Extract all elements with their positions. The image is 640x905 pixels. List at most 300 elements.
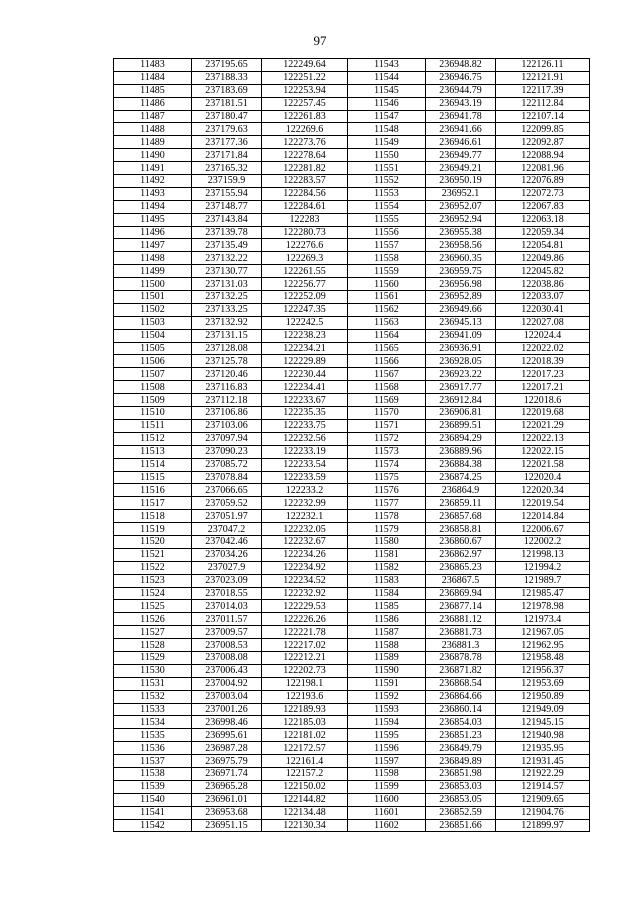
y-coordinate-left-cell: 122233.75: [262, 419, 348, 432]
point-number-right-cell: 11570: [348, 407, 426, 420]
y-coordinate-right-cell: 122081.96: [496, 162, 590, 175]
table-row: [114, 755, 590, 768]
y-coordinate-right-cell: 122072.73: [496, 187, 590, 200]
point-number-right-cell: 11562: [348, 303, 426, 316]
table-row: [114, 187, 590, 200]
x-coordinate-left-cell: 237078.84: [192, 471, 262, 484]
x-coordinate-right-cell: 236884.38: [426, 458, 496, 471]
y-coordinate-right-cell: 122020.4: [496, 471, 590, 484]
point-number-left-cell: 11525: [114, 600, 192, 613]
x-coordinate-left-cell: 237171.84: [192, 149, 262, 162]
x-coordinate-left-cell: 237023.09: [192, 574, 262, 587]
point-number-left-cell: 11488: [114, 123, 192, 136]
point-number-left-cell: 11538: [114, 767, 192, 780]
y-coordinate-right-cell: 122018.39: [496, 355, 590, 368]
point-number-right-cell: 11585: [348, 600, 426, 613]
point-number-right-cell: 11582: [348, 561, 426, 574]
x-coordinate-left-cell: 237135.49: [192, 239, 262, 252]
y-coordinate-left-cell: 122226.26: [262, 613, 348, 626]
table-row: [114, 407, 590, 420]
x-coordinate-right-cell: 236948.82: [426, 59, 496, 72]
x-coordinate-right-cell: 236958.56: [426, 239, 496, 252]
x-coordinate-left-cell: 237132.25: [192, 291, 262, 304]
point-number-left-cell: 11527: [114, 626, 192, 639]
y-coordinate-right-cell: 121958.48: [496, 651, 590, 664]
table-row: [114, 368, 590, 381]
table-row: [114, 458, 590, 471]
x-coordinate-right-cell: 236899.51: [426, 419, 496, 432]
y-coordinate-left-cell: 122261.83: [262, 110, 348, 123]
point-number-right-cell: 11587: [348, 626, 426, 639]
point-number-right-cell: 11571: [348, 419, 426, 432]
point-number-right-cell: 11564: [348, 329, 426, 342]
point-number-right-cell: 11601: [348, 806, 426, 819]
x-coordinate-left-cell: 237009.57: [192, 626, 262, 639]
y-coordinate-right-cell: 121935.95: [496, 742, 590, 755]
point-number-left-cell: 11530: [114, 664, 192, 677]
y-coordinate-right-cell: 121967.05: [496, 626, 590, 639]
point-number-right-cell: 11581: [348, 548, 426, 561]
y-coordinate-left-cell: 122229.53: [262, 600, 348, 613]
coordinates-table: [113, 58, 590, 832]
x-coordinate-right-cell: 236894.29: [426, 432, 496, 445]
x-coordinate-left-cell: 237132.92: [192, 316, 262, 329]
table-row: [114, 484, 590, 497]
x-coordinate-left-cell: 237008.08: [192, 651, 262, 664]
x-coordinate-left-cell: 237128.08: [192, 342, 262, 355]
x-coordinate-right-cell: 236860.14: [426, 703, 496, 716]
x-coordinate-left-cell: 236995.61: [192, 729, 262, 742]
y-coordinate-right-cell: 122112.84: [496, 97, 590, 110]
x-coordinate-right-cell: 236944.79: [426, 84, 496, 97]
y-coordinate-right-cell: 122030.41: [496, 303, 590, 316]
y-coordinate-left-cell: 122283.57: [262, 175, 348, 188]
x-coordinate-right-cell: 236869.94: [426, 587, 496, 600]
y-coordinate-left-cell: 122134.48: [262, 806, 348, 819]
y-coordinate-right-cell: 121922.29: [496, 767, 590, 780]
x-coordinate-right-cell: 236949.66: [426, 303, 496, 316]
x-coordinate-right-cell: 236956.98: [426, 278, 496, 291]
x-coordinate-left-cell: 237006.43: [192, 664, 262, 677]
table-row: [114, 626, 590, 639]
table-row: [114, 535, 590, 548]
x-coordinate-left-cell: 237188.33: [192, 71, 262, 84]
x-coordinate-left-cell: 237165.32: [192, 162, 262, 175]
point-number-left-cell: 11542: [114, 819, 192, 832]
x-coordinate-right-cell: 236853.05: [426, 793, 496, 806]
point-number-left-cell: 11537: [114, 755, 192, 768]
x-coordinate-left-cell: 237159.9: [192, 175, 262, 188]
y-coordinate-left-cell: 122234.41: [262, 381, 348, 394]
y-coordinate-left-cell: 122278.64: [262, 149, 348, 162]
table-row: [114, 252, 590, 265]
y-coordinate-left-cell: 122283: [262, 213, 348, 226]
point-number-right-cell: 11557: [348, 239, 426, 252]
y-coordinate-right-cell: 122117.39: [496, 84, 590, 97]
y-coordinate-right-cell: 122014.84: [496, 510, 590, 523]
x-coordinate-right-cell: 236949.77: [426, 149, 496, 162]
table-row: [114, 664, 590, 677]
page-number: 97: [313, 33, 327, 48]
table-row: [114, 355, 590, 368]
y-coordinate-left-cell: 122232.05: [262, 523, 348, 536]
x-coordinate-right-cell: 236877.14: [426, 600, 496, 613]
point-number-right-cell: 11556: [348, 226, 426, 239]
x-coordinate-right-cell: 236941.09: [426, 329, 496, 342]
y-coordinate-right-cell: 122092.87: [496, 136, 590, 149]
table-row: [114, 651, 590, 664]
table-row: [114, 523, 590, 536]
y-coordinate-left-cell: 122233.2: [262, 484, 348, 497]
table-row: [114, 226, 590, 239]
y-coordinate-right-cell: 122088.94: [496, 149, 590, 162]
table-row: [114, 265, 590, 278]
y-coordinate-left-cell: 122234.26: [262, 548, 348, 561]
x-coordinate-right-cell: 236945.13: [426, 316, 496, 329]
point-number-right-cell: 11560: [348, 278, 426, 291]
y-coordinate-left-cell: 122249.64: [262, 59, 348, 72]
point-number-left-cell: 11507: [114, 368, 192, 381]
x-coordinate-left-cell: 237014.03: [192, 600, 262, 613]
x-coordinate-left-cell: 237180.47: [192, 110, 262, 123]
y-coordinate-left-cell: 122284.61: [262, 200, 348, 213]
table-row: [114, 574, 590, 587]
y-coordinate-left-cell: 122229.89: [262, 355, 348, 368]
y-coordinate-right-cell: 122033.07: [496, 291, 590, 304]
x-coordinate-left-cell: 237183.69: [192, 84, 262, 97]
point-number-right-cell: 11596: [348, 742, 426, 755]
point-number-right-cell: 11555: [348, 213, 426, 226]
point-number-left-cell: 11514: [114, 458, 192, 471]
y-coordinate-right-cell: 122006.67: [496, 523, 590, 536]
point-number-left-cell: 11496: [114, 226, 192, 239]
x-coordinate-right-cell: 236960.35: [426, 252, 496, 265]
table-row: [114, 600, 590, 613]
point-number-right-cell: 11547: [348, 110, 426, 123]
y-coordinate-left-cell: 122172.57: [262, 742, 348, 755]
x-coordinate-left-cell: 237155.94: [192, 187, 262, 200]
x-coordinate-left-cell: 237018.55: [192, 587, 262, 600]
point-number-right-cell: 11576: [348, 484, 426, 497]
x-coordinate-right-cell: 236881.3: [426, 639, 496, 652]
table-row: [114, 677, 590, 690]
y-coordinate-right-cell: 122121.91: [496, 71, 590, 84]
y-coordinate-right-cell: 121931.45: [496, 755, 590, 768]
point-number-left-cell: 11501: [114, 291, 192, 304]
y-coordinate-right-cell: 122020.34: [496, 484, 590, 497]
table-row: [114, 703, 590, 716]
point-number-left-cell: 11516: [114, 484, 192, 497]
y-coordinate-left-cell: 122284.56: [262, 187, 348, 200]
x-coordinate-left-cell: 237139.78: [192, 226, 262, 239]
point-number-right-cell: 11599: [348, 780, 426, 793]
y-coordinate-left-cell: 122233.59: [262, 471, 348, 484]
y-coordinate-right-cell: 122024.4: [496, 329, 590, 342]
table-row: [114, 510, 590, 523]
point-number-left-cell: 11493: [114, 187, 192, 200]
y-coordinate-right-cell: 121962.95: [496, 639, 590, 652]
point-number-left-cell: 11494: [114, 200, 192, 213]
point-number-right-cell: 11553: [348, 187, 426, 200]
point-number-right-cell: 11600: [348, 793, 426, 806]
y-coordinate-left-cell: 122217.02: [262, 639, 348, 652]
y-coordinate-left-cell: 122281.82: [262, 162, 348, 175]
x-coordinate-right-cell: 236952.07: [426, 200, 496, 213]
coordinates-table-body: [114, 59, 590, 832]
y-coordinate-right-cell: 121956.37: [496, 664, 590, 677]
point-number-left-cell: 11513: [114, 445, 192, 458]
x-coordinate-right-cell: 236871.82: [426, 664, 496, 677]
point-number-left-cell: 11520: [114, 535, 192, 548]
table-row: [114, 793, 590, 806]
point-number-left-cell: 11540: [114, 793, 192, 806]
table-row: [114, 806, 590, 819]
y-coordinate-right-cell: 122018.6: [496, 394, 590, 407]
point-number-right-cell: 11589: [348, 651, 426, 664]
x-coordinate-left-cell: 237085.72: [192, 458, 262, 471]
point-number-left-cell: 11483: [114, 59, 192, 72]
x-coordinate-right-cell: 236959.75: [426, 265, 496, 278]
point-number-left-cell: 11515: [114, 471, 192, 484]
x-coordinate-right-cell: 236878.78: [426, 651, 496, 664]
y-coordinate-right-cell: 122017.21: [496, 381, 590, 394]
point-number-right-cell: 11573: [348, 445, 426, 458]
y-coordinate-left-cell: 122230.44: [262, 368, 348, 381]
y-coordinate-left-cell: 122269.3: [262, 252, 348, 265]
x-coordinate-right-cell: 236851.98: [426, 767, 496, 780]
y-coordinate-left-cell: 122273.76: [262, 136, 348, 149]
y-coordinate-left-cell: 122198.1: [262, 677, 348, 690]
table-row: [114, 639, 590, 652]
x-coordinate-left-cell: 236961.01: [192, 793, 262, 806]
point-number-left-cell: 11503: [114, 316, 192, 329]
table-row: [114, 123, 590, 136]
point-number-left-cell: 11509: [114, 394, 192, 407]
x-coordinate-left-cell: 237090.23: [192, 445, 262, 458]
point-number-left-cell: 11505: [114, 342, 192, 355]
point-number-left-cell: 11495: [114, 213, 192, 226]
y-coordinate-right-cell: 122022.13: [496, 432, 590, 445]
x-coordinate-left-cell: 237097.94: [192, 432, 262, 445]
y-coordinate-right-cell: 121953.69: [496, 677, 590, 690]
x-coordinate-left-cell: 237131.03: [192, 278, 262, 291]
point-number-right-cell: 11586: [348, 613, 426, 626]
point-number-right-cell: 11546: [348, 97, 426, 110]
point-number-right-cell: 11567: [348, 368, 426, 381]
x-coordinate-left-cell: 237120.46: [192, 368, 262, 381]
x-coordinate-right-cell: 236881.73: [426, 626, 496, 639]
point-number-left-cell: 11500: [114, 278, 192, 291]
y-coordinate-right-cell: 122019.68: [496, 407, 590, 420]
x-coordinate-right-cell: 236943.19: [426, 97, 496, 110]
y-coordinate-left-cell: 122193.6: [262, 690, 348, 703]
x-coordinate-left-cell: 236953.68: [192, 806, 262, 819]
x-coordinate-left-cell: 237008.53: [192, 639, 262, 652]
table-row: [114, 291, 590, 304]
x-coordinate-right-cell: 236864.9: [426, 484, 496, 497]
x-coordinate-left-cell: 237195.65: [192, 59, 262, 72]
x-coordinate-right-cell: 236851.23: [426, 729, 496, 742]
x-coordinate-left-cell: 237133.25: [192, 303, 262, 316]
x-coordinate-left-cell: 236971.74: [192, 767, 262, 780]
x-coordinate-left-cell: 237059.52: [192, 497, 262, 510]
x-coordinate-left-cell: 237066.65: [192, 484, 262, 497]
table-row: [114, 303, 590, 316]
y-coordinate-left-cell: 122247.35: [262, 303, 348, 316]
x-coordinate-left-cell: 237103.06: [192, 419, 262, 432]
point-number-left-cell: 11526: [114, 613, 192, 626]
y-coordinate-right-cell: 122126.11: [496, 59, 590, 72]
y-coordinate-right-cell: 121904.76: [496, 806, 590, 819]
y-coordinate-left-cell: 122252.09: [262, 291, 348, 304]
x-coordinate-left-cell: 236998.46: [192, 716, 262, 729]
point-number-left-cell: 11512: [114, 432, 192, 445]
x-coordinate-right-cell: 236946.75: [426, 71, 496, 84]
table-row: [114, 97, 590, 110]
table-row: [114, 136, 590, 149]
point-number-left-cell: 11517: [114, 497, 192, 510]
table-row: [114, 149, 590, 162]
point-number-right-cell: 11597: [348, 755, 426, 768]
point-number-right-cell: 11550: [348, 149, 426, 162]
x-coordinate-left-cell: 237034.26: [192, 548, 262, 561]
table-row: [114, 613, 590, 626]
table-row: [114, 690, 590, 703]
point-number-left-cell: 11519: [114, 523, 192, 536]
y-coordinate-right-cell: 121945.15: [496, 716, 590, 729]
y-coordinate-right-cell: 121985.47: [496, 587, 590, 600]
y-coordinate-left-cell: 122256.77: [262, 278, 348, 291]
y-coordinate-left-cell: 122234.52: [262, 574, 348, 587]
table-row: [114, 59, 590, 72]
point-number-left-cell: 11487: [114, 110, 192, 123]
y-coordinate-left-cell: 122234.92: [262, 561, 348, 574]
x-coordinate-right-cell: 236949.21: [426, 162, 496, 175]
y-coordinate-right-cell: 121914.57: [496, 780, 590, 793]
x-coordinate-right-cell: 236917.77: [426, 381, 496, 394]
table-row: [114, 200, 590, 213]
point-number-left-cell: 11528: [114, 639, 192, 652]
table-row: [114, 471, 590, 484]
point-number-right-cell: 11591: [348, 677, 426, 690]
x-coordinate-right-cell: 236868.54: [426, 677, 496, 690]
y-coordinate-left-cell: 122189.93: [262, 703, 348, 716]
point-number-left-cell: 11491: [114, 162, 192, 175]
table-row: [114, 716, 590, 729]
point-number-right-cell: 11572: [348, 432, 426, 445]
point-number-right-cell: 11574: [348, 458, 426, 471]
x-coordinate-left-cell: 237181.51: [192, 97, 262, 110]
y-coordinate-right-cell: 121978.98: [496, 600, 590, 613]
point-number-right-cell: 11551: [348, 162, 426, 175]
table-row: [114, 767, 590, 780]
point-number-right-cell: 11583: [348, 574, 426, 587]
point-number-right-cell: 11598: [348, 767, 426, 780]
point-number-left-cell: 11524: [114, 587, 192, 600]
y-coordinate-left-cell: 122161.4: [262, 755, 348, 768]
point-number-left-cell: 11531: [114, 677, 192, 690]
table-row: [114, 445, 590, 458]
table-row: [114, 316, 590, 329]
y-coordinate-right-cell: 121950.89: [496, 690, 590, 703]
table-row: [114, 419, 590, 432]
y-coordinate-left-cell: 122257.45: [262, 97, 348, 110]
point-number-right-cell: 11580: [348, 535, 426, 548]
point-number-right-cell: 11545: [348, 84, 426, 97]
table-row: [114, 497, 590, 510]
y-coordinate-left-cell: 122253.94: [262, 84, 348, 97]
point-number-left-cell: 11535: [114, 729, 192, 742]
y-coordinate-right-cell: 122022.15: [496, 445, 590, 458]
x-coordinate-right-cell: 236889.96: [426, 445, 496, 458]
y-coordinate-right-cell: 122019.54: [496, 497, 590, 510]
table-row: [114, 329, 590, 342]
y-coordinate-right-cell: 121899.97: [496, 819, 590, 832]
x-coordinate-left-cell: 237131.15: [192, 329, 262, 342]
point-number-right-cell: 11543: [348, 59, 426, 72]
x-coordinate-left-cell: 237148.77: [192, 200, 262, 213]
x-coordinate-right-cell: 236950.19: [426, 175, 496, 188]
point-number-left-cell: 11533: [114, 703, 192, 716]
point-number-left-cell: 11534: [114, 716, 192, 729]
x-coordinate-right-cell: 236881.12: [426, 613, 496, 626]
y-coordinate-right-cell: 122054.81: [496, 239, 590, 252]
point-number-right-cell: 11548: [348, 123, 426, 136]
y-coordinate-left-cell: 122261.55: [262, 265, 348, 278]
point-number-right-cell: 11554: [348, 200, 426, 213]
y-coordinate-right-cell: 122099.85: [496, 123, 590, 136]
point-number-left-cell: 11539: [114, 780, 192, 793]
x-coordinate-left-cell: 236951.15: [192, 819, 262, 832]
y-coordinate-right-cell: 121940.98: [496, 729, 590, 742]
x-coordinate-left-cell: 237116.83: [192, 381, 262, 394]
y-coordinate-right-cell: 121909.65: [496, 793, 590, 806]
y-coordinate-left-cell: 122232.67: [262, 535, 348, 548]
table-row: [114, 84, 590, 97]
point-number-right-cell: 11592: [348, 690, 426, 703]
y-coordinate-left-cell: 122221.78: [262, 626, 348, 639]
point-number-right-cell: 11561: [348, 291, 426, 304]
point-number-left-cell: 11490: [114, 149, 192, 162]
x-coordinate-right-cell: 236854.03: [426, 716, 496, 729]
y-coordinate-left-cell: 122251.22: [262, 71, 348, 84]
point-number-left-cell: 11510: [114, 407, 192, 420]
x-coordinate-right-cell: 236874.25: [426, 471, 496, 484]
y-coordinate-right-cell: 122107.14: [496, 110, 590, 123]
point-number-right-cell: 11602: [348, 819, 426, 832]
x-coordinate-right-cell: 236851.66: [426, 819, 496, 832]
point-number-right-cell: 11558: [348, 252, 426, 265]
x-coordinate-right-cell: 236941.66: [426, 123, 496, 136]
point-number-right-cell: 11579: [348, 523, 426, 536]
point-number-left-cell: 11499: [114, 265, 192, 278]
table-row: [114, 561, 590, 574]
point-number-left-cell: 11522: [114, 561, 192, 574]
point-number-left-cell: 11541: [114, 806, 192, 819]
point-number-left-cell: 11502: [114, 303, 192, 316]
table-row: [114, 162, 590, 175]
x-coordinate-left-cell: 237106.86: [192, 407, 262, 420]
point-number-left-cell: 11536: [114, 742, 192, 755]
x-coordinate-left-cell: 237047.2: [192, 523, 262, 536]
y-coordinate-right-cell: 122063.18: [496, 213, 590, 226]
x-coordinate-right-cell: 236852.59: [426, 806, 496, 819]
point-number-left-cell: 11498: [114, 252, 192, 265]
x-coordinate-right-cell: 236862.97: [426, 548, 496, 561]
x-coordinate-left-cell: 236987.28: [192, 742, 262, 755]
y-coordinate-right-cell: 122021.29: [496, 419, 590, 432]
x-coordinate-left-cell: 237003.04: [192, 690, 262, 703]
